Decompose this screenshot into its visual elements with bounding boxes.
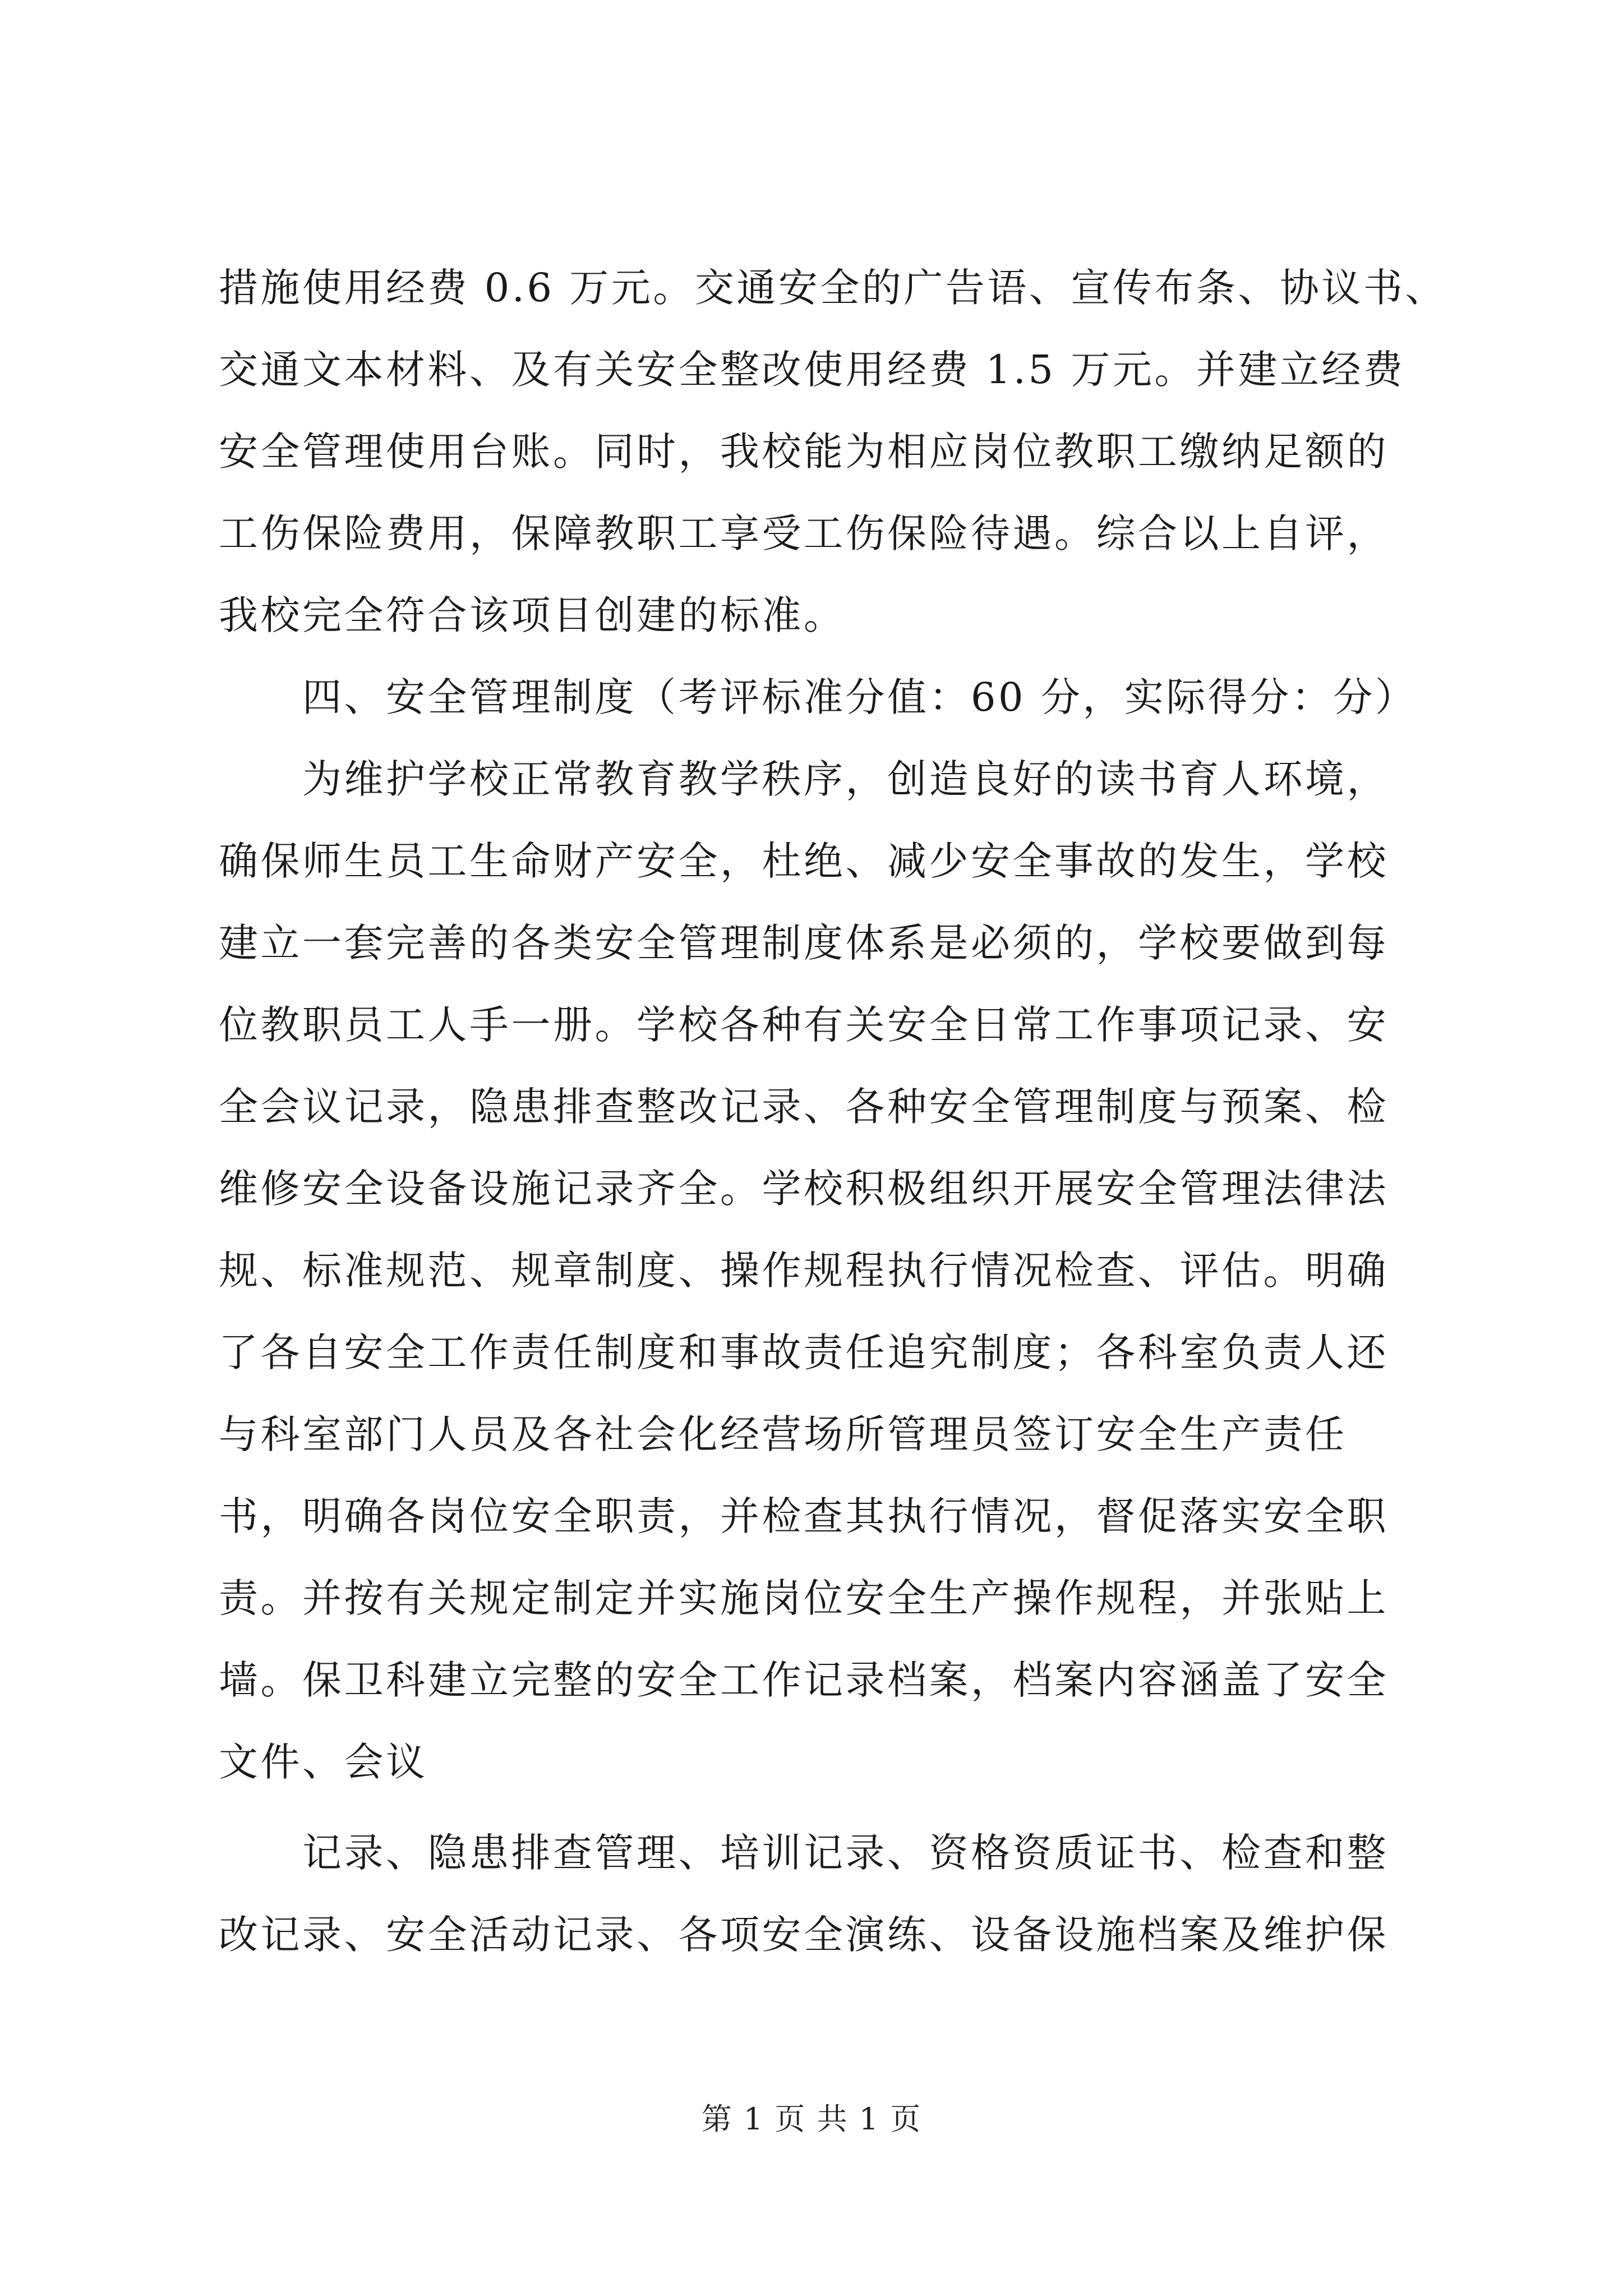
text-line: 维修安全设备设施记录齐全。学校积极组织开展安全管理法律法 bbox=[219, 1166, 1389, 1212]
text-line: 为维护学校正常教育教学秩序，创造良好的读书育人环境， bbox=[219, 756, 1389, 802]
text-line: 规、标准规范、规章制度、操作规程执行情况检查、评估。明确 bbox=[219, 1248, 1389, 1294]
text-line: 文件、会议 bbox=[219, 1739, 428, 1785]
text-line: 了各自安全工作责任制度和事故责任追究制度；各科室负责人还 bbox=[219, 1329, 1389, 1375]
text-line: 工伤保险费用，保障教职工享受工伤保险待遇。综合以上自评， bbox=[219, 510, 1389, 556]
text-line: 与科室部门人员及各社会化经营场所管理员签订安全生产责任 bbox=[219, 1411, 1347, 1457]
page-footer: 第 1 页 共 1 页 bbox=[701, 2101, 922, 2137]
text-line: 措施使用经费 0.6 万元。交通安全的广告语、宣传布条、协议书、 bbox=[219, 265, 1447, 311]
text-line: 我校完全符合该项目创建的标准。 bbox=[219, 592, 846, 638]
text-line: 安全管理使用台账。同时，我校能为相应岗位教职工缴纳足额的 bbox=[219, 429, 1389, 475]
text-line: 交通文本材料、及有关安全整改使用经费 1.5 万元。并建立经费 bbox=[219, 347, 1405, 393]
text-line: 责。并按有关规定制定并实施岗位安全生产操作规程，并张贴上 bbox=[219, 1575, 1389, 1621]
text-line: 建立一套完善的各类安全管理制度体系是必须的，学校要做到每 bbox=[219, 920, 1389, 966]
text-line: 位教职员工人手一册。学校各种有关安全日常工作事项记录、安 bbox=[219, 1002, 1389, 1048]
paragraph-gap bbox=[219, 1803, 1408, 1812]
text-line: 书，明确各岗位安全职责，并检查其执行情况，督促落实安全职 bbox=[219, 1493, 1389, 1539]
document-body bbox=[219, 247, 1447, 1976]
text-line: 记录、隐患排查管理、培训记录、资格资质证书、检查和整 bbox=[219, 1830, 1389, 1876]
text-line: 确保师生员工生命财产安全，杜绝、减少安全事故的发生，学校 bbox=[219, 838, 1389, 884]
section-heading: 四、安全管理制度（考评标准分值：60 分，实际得分：分） bbox=[219, 674, 1417, 720]
text-line: 改记录、安全活动记录、各项安全演练、设备设施档案及维护保 bbox=[219, 1912, 1389, 1958]
text-line: 墙。保卫科建立完整的安全工作记录档案，档案内容涵盖了安全 bbox=[219, 1657, 1389, 1703]
text-line: 全会议记录，隐患排查整改记录、各种安全管理制度与预案、检 bbox=[219, 1084, 1389, 1130]
